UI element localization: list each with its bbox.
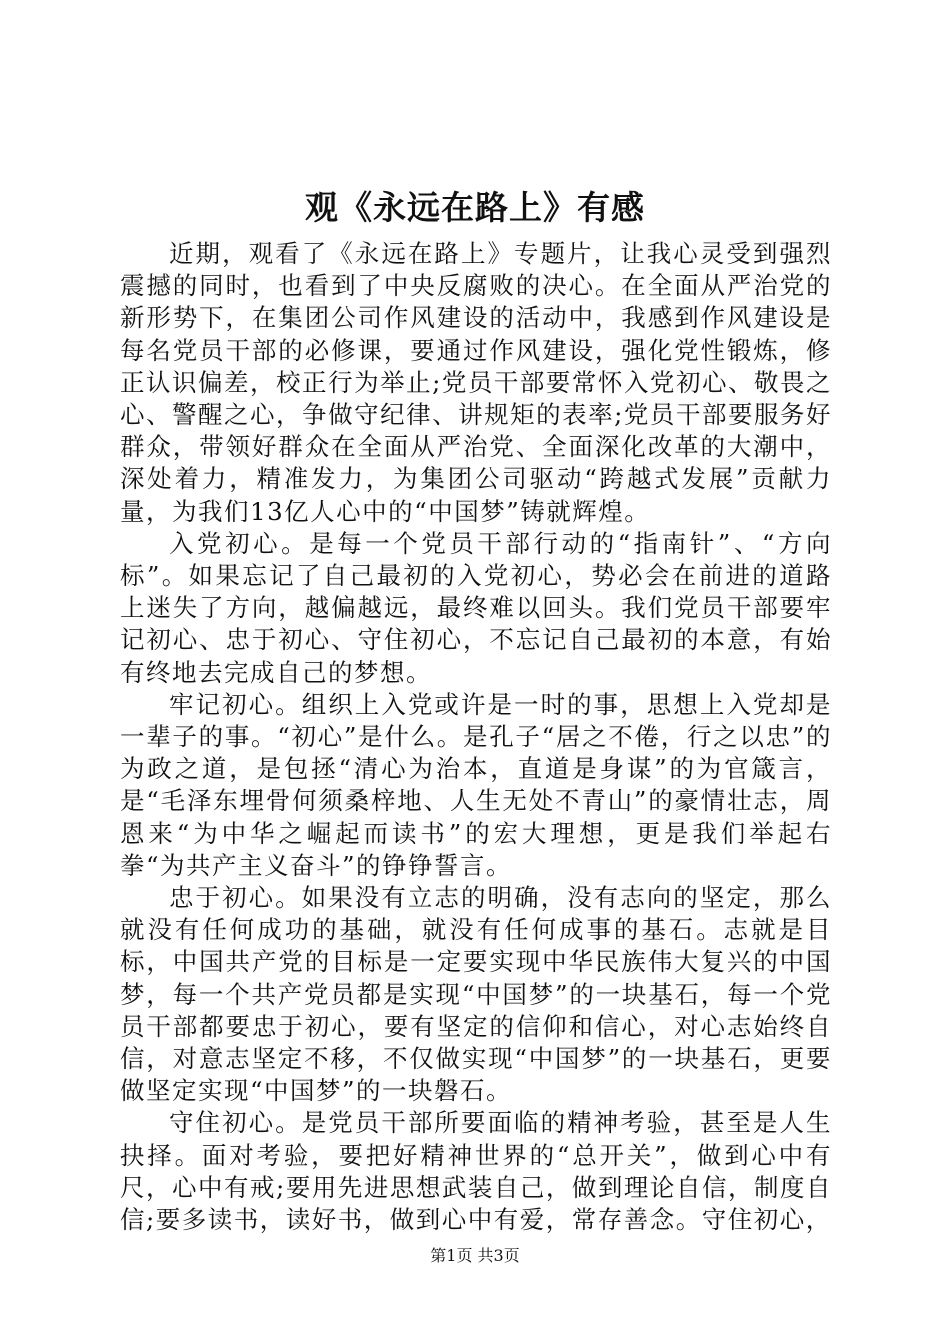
document-title: 观《永远在路上》有感 [305,188,645,227]
page-number-footer: 第1页 共3页 [430,1246,520,1265]
paragraph-laoji-chuxin: 牢记初心。组织上入党或许是一时的事，思想上入党却是一辈子的事。“初心”是什么。是孔子“居之不倦，行之以忠”的为政之道，是包拯“清心为治本，直道是身谋”的为官箴言，是“毛泽东埋骨何须桑梓地、人生无处不青山”的豪情壮志，周恩来“为中华之崛起而读书”的宏大理想，更是我们举起右拳“为共产主义奋斗”的铮铮誓言。 [120,689,832,880]
document-body [120,238,832,1236]
paragraph-intro: 近期，观看了《永远在路上》专题片，让我心灵受到强烈震撼的同时，也看到了中央反腐败的决心。在全面从严治党的新形势下，在集团公司作风建设的活动中，我感到作风建设是每名党员干部的必修课，要通过作风建设，强化党性锻炼，修正认识偏差，校正行为举止;党员干部要常怀入党初心、敬畏之心、警醒之心，争做守纪律、讲规矩的表率;党员干部要服务好群众，带领好群众在全面从严治党、全面深化改革的大潮中，深处着力，精准发力，为集团公司驱动“跨越式发展”贡献力量，为我们13亿人心中的“中国梦”铸就辉煌。 [120,239,832,526]
paragraph-shouzhu-chuxin: 守住初心。是党员干部所要面临的精神考验，甚至是人生抉择。面对考验，要把好精神世界的“总开关”，做到心中有尺，心中有戒;要用先进思想武装自己，做到理论自信，制度自信;要多读书，读好书，做到心中有爱，常存善念。守住初心， [120,1108,832,1235]
paragraph-rudang-chuxin: 入党初心。是每一个党员干部行动的“指南针”、“方向标”。如果忘记了自己最初的入党初心，势必会在前进的道路上迷失了方向，越偏越远，最终难以回头。我们党员干部要牢记初心、忠于初心、守住初心，不忘记自己最初的本意，有始有终地去完成自己的梦想。 [120,528,832,687]
paragraph-zhongyu-chuxin: 忠于初心。如果没有立志的明确，没有志向的坚定，那么就没有任何成功的基础，就没有任何成事的基石。志就是目标，中国共产党的目标是一定要实现中华民族伟大复兴的中国梦，每一个共产党员都是实现“中国梦”的一块基石，每一个党员干部都要忠于初心，要有坚定的信仰和信心，对心志始终自信，对意志坚定不移，不仅做实现“中国梦”的一块基石，更要做坚定实现“中国梦”的一块磐石。 [120,883,832,1106]
